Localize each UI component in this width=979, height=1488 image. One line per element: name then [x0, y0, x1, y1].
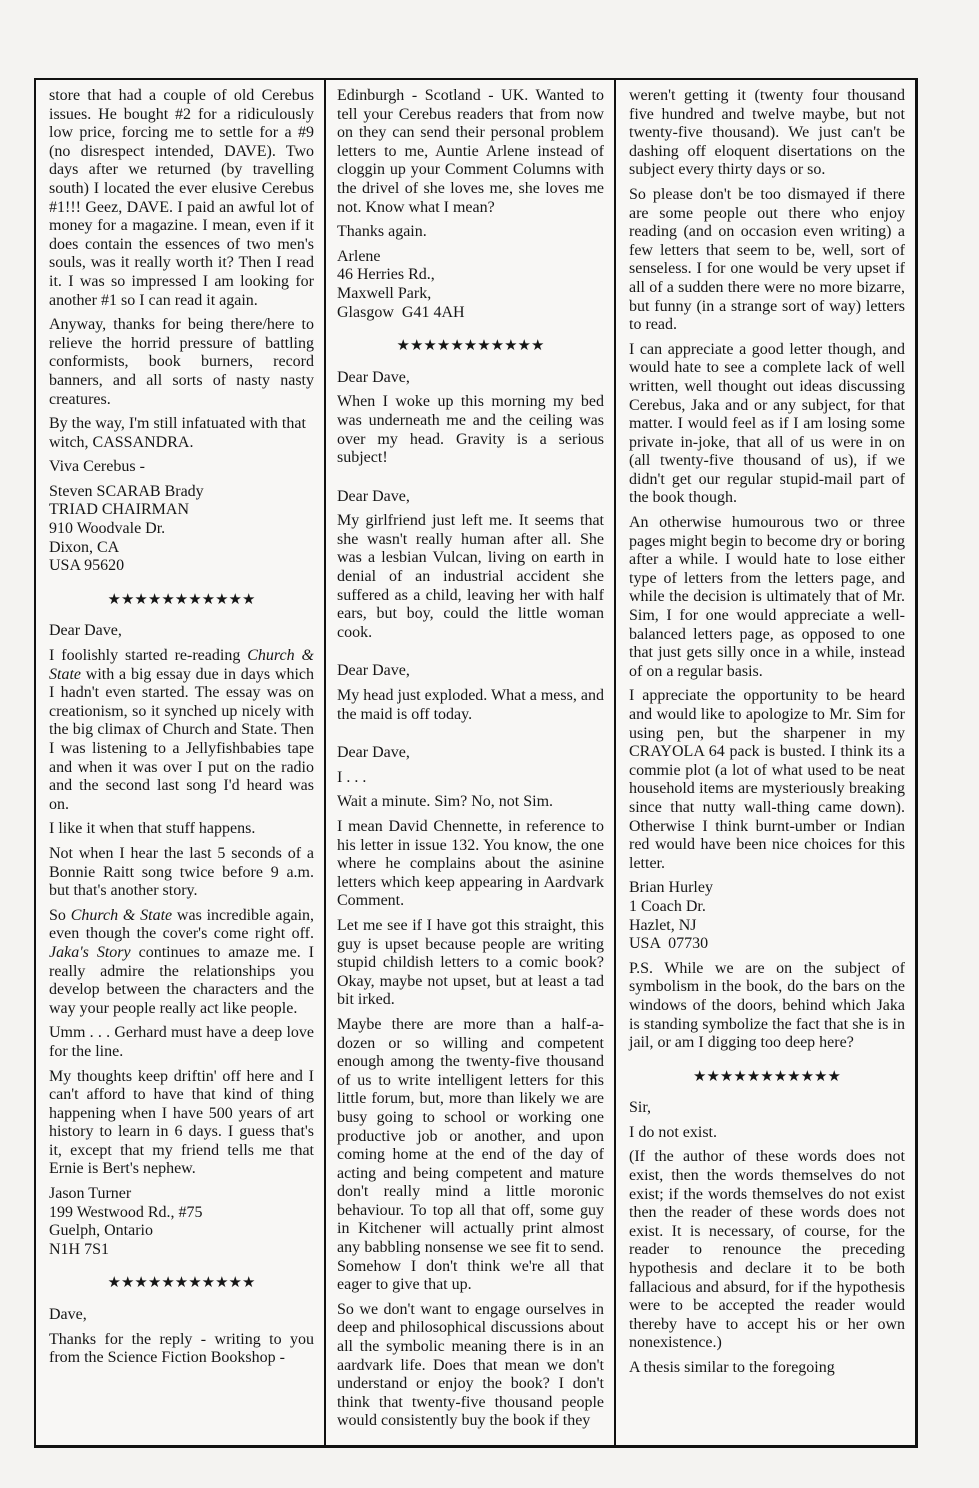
letter-paragraph: weren't getting it (twenty four thousand five hundred and twelve maybe, but not twenty-five thousand). We just can't be dashing off eloquent disertations on the subject every thirty days or so. — [629, 87, 905, 179]
letter-paragraph: When I woke up this morning my bed was underneath me and the ceiling was over my head. Gravity is a serious subject! — [337, 393, 604, 467]
letter-paragraph: Maybe there are more than a half-a-dozen or so willing and competent enough among the twenty-five thousand of us to write intelligent letters for this little forum, but, more than likely we are busy going to school or working one productive job or another, and upon coming home at the end of the day of acting and being competent and mature don't really mind a little moronic behaviour. To top all that off, some guy in Kitchener will actually print almost any babbling nonsense we see fit to send. Somehow I don't think we're all that eager to give that up. — [337, 1015, 604, 1294]
letter-paragraph: So Church & State was incredible again, even though the cover's come right off. Jaka's Story continues to amaze me. I really admire the relationships you develop between the characters and the way your people really act like people. — [49, 906, 315, 1017]
letter-paragraph: My head just exploded. What a mess, and the maid is off today. — [337, 687, 604, 723]
letter-paragraph: I foolishly started re-reading Church & State with a big essay due in days which I hadn't even started. The essay was on creationism, so it synched up nicely with the big climax of Church and State. Then I was listening to a Jellyfishbabies tape and when it was over I put on the radio and the second last song I'd heard was on. — [49, 647, 314, 813]
letter-paragraph: Thanks for the reply - writing to you from the Science Fiction Bookshop - — [49, 1330, 314, 1367]
signature-address — [49, 483, 314, 576]
star-separator: ★★★★★★★★★★★ — [693, 1066, 841, 1085]
letter-paragraph: I can appreciate a good letter though, and would hate to see a complete lack of well written, well thought out ideas discussing Cerebus, Jaka and or any subject, for that matter. I would feel as if I am losing some private in-joke, that all of us were in on (all twenty-five thousand of us), if we didn't get our regular stupid-mail part of the book though. — [629, 340, 905, 507]
letter-closing: Thanks again. — [337, 223, 427, 241]
salutation: Sir, — [629, 1099, 652, 1117]
signature-name: Arlene — [337, 247, 381, 265]
address-line: 1 Coach Dr. — [629, 897, 706, 915]
book-title: Jaka's Story — [49, 943, 131, 961]
address-line: Hazlet, NJ — [629, 916, 697, 934]
letter-paragraph: By the way, I'm still infatuated with that witch, CASSANDRA. — [49, 415, 306, 451]
letter-paragraph: Wait a minute. Sim? No, not Sim. — [337, 793, 554, 811]
letter-paragraph: An otherwise humourous two or three pages might begin to become dry or boring after a while. I would hate to lose either type of letters from the letters page, and while the decision is ultimately that of Mr. Sim, I for one would appreciate a well-balanced letters page, as opposed to one that just gets silly once in a while, instead of on a regular basis. — [629, 514, 905, 680]
letter-paragraph: I do not exist. — [629, 1123, 717, 1141]
letter-paragraph: Anyway, thanks for being there/here to relieve the horrid pressure of battling conformists, book burners, record banners, and all sorts of nasty nasty creatures. — [49, 316, 314, 408]
address-line: N1H 7S1 — [49, 1240, 110, 1258]
column-1 — [36, 80, 326, 1445]
postscript: P.S. While we are on the subject of symbolism in the book, do the bars on the windows of the doors, behind which Jaka is standing symbolize the fact that she is in jail, or am I digging too deep here? — [629, 959, 905, 1052]
signature-name: Steven SCARAB Brady — [49, 482, 204, 500]
star-separator: ★★★★★★★★★★★ — [107, 589, 256, 608]
star-separator: ★★★★★★★★★★★ — [396, 336, 545, 355]
letter-paragraph: Edinburgh - Scotland - UK. Wanted to tell your Cerebus readers that from now on they can send their personal problem letters to me, Auntie Arlene instead of cloggin up your Comment Columns with the drivel of she loves me, she loves me not. Know what I mean? — [337, 87, 604, 216]
address-line: USA 07730 — [629, 935, 709, 953]
address-line: 910 Woodvale Dr. — [49, 520, 166, 538]
salutation: Dear Dave, — [337, 662, 410, 680]
letter-paragraph: My girlfriend just left me. It seems that she wasn't really human after all. She was a lesbian Vulcan, living on earth in denial of an industrial accident she suffered as a child, leaving her with half ears, but boy, could the little woman cook. — [337, 512, 604, 641]
star-separator: ★★★★★★★★★★★ — [107, 1273, 256, 1292]
signature-title: TRIAD CHAIRMAN — [49, 501, 189, 519]
letter-closing: Viva Cerebus - — [49, 458, 145, 476]
letter-paragraph: I . . . — [337, 768, 367, 786]
signature-address — [337, 248, 604, 322]
salutation: Dear Dave, — [337, 368, 410, 386]
letters-frame — [34, 78, 918, 1448]
address-line: Maxwell Park, — [337, 284, 432, 302]
address-line: USA 95620 — [49, 557, 125, 575]
address-line: Glasgow G41 4AH — [337, 303, 465, 321]
letter-paragraph: I mean David Chennette, in reference to his letter in issue 132. You know, the one where he complains about the asinine letters which keep appearing in Aardvark Comment. — [337, 818, 604, 910]
book-title: Church & State — [70, 906, 173, 924]
salutation: Dave, — [49, 1306, 87, 1324]
address-line: 199 Westwood Rd., #75 — [49, 1203, 203, 1221]
book-title: Church & State — [49, 647, 314, 683]
letter-paragraph: I like it when that stuff happens. — [49, 820, 256, 838]
letter-paragraph: So please don't be too dismayed if there are some people out there who enjoy reading (and on occasion even writing) a few letters that seem to be, well, sort of senseless. I for one would be very upset if all of a sudden there were no more bizarre, but funny (in a strange sort of way) letters to read. — [629, 185, 905, 334]
letter-paragraph: A thesis similar to the foregoing — [629, 1359, 835, 1376]
column-3 — [616, 80, 915, 1445]
letter-paragraph: Umm . . . Gerhard must have a deep love for the line. — [49, 1024, 314, 1060]
salutation: Dear Dave, — [337, 487, 410, 505]
letter-paragraph: store that had a couple of old Cerebus issues. He bought #2 for a ridiculously low price, forcing me to settle for a #9 (no disrespect intended, DAVE). Two days after we returned (by travelling south) I located the ever elusive Cerebus #1!!! Geez, DAVE. I paid an awful lot of money for a magazine. I mean, even if it does contain the essences of two men's souls, was it really worth it? Then I read it. I was so impressed I am looking for another #1 so I can read it again. — [49, 87, 314, 309]
signature-address — [49, 1185, 314, 1259]
letter-paragraph: Not when I hear the last 5 seconds of a Bonnie Raitt song twice before 9 a.m. but that's another story. — [49, 844, 314, 900]
column-2 — [326, 80, 616, 1445]
signature-address — [629, 879, 905, 953]
letter-paragraph: My thoughts keep driftin' off here and I can't afford to have that kind of thing happening when I have 500 years of art history to learn in 6 days. I guess that's it, except that my friend tells me that Ernie is Bert's nephew. — [49, 1067, 314, 1178]
letter-paragraph: Let me see if I have got this straight, this guy is upset because people are writing stupid childish letters to a comic book? Okay, maybe not upset, but at least a tad bit irked. — [337, 916, 604, 1009]
signature-name: Jason Turner — [49, 1185, 132, 1203]
salutation: Dear Dave, — [337, 744, 410, 762]
signature-name: Brian Hurley — [629, 879, 713, 897]
address-line: Guelph, Ontario — [49, 1222, 153, 1240]
letter-paragraph: So we don't want to engage ourselves in deep and philosophical discussions about all the symbolic meaning there is in an aardvark life. Does that mean we don't understand or enjoy the book? I don't think that twenty-five thousand people would consistently buy the book if they — [337, 1300, 604, 1430]
letter-paragraph: (If the author of these words does not exist, then the words themselves do not exist; if the words themselves do not exist then the reader of these words does not exist. It is necessary, of course, for the reader to renounce the preceding hypothesis and declare it to be both fallacious and absurd, for if the hypothesis were to be accepted the reader would thereby have to accept his or her own nonexistence.) — [629, 1148, 905, 1352]
address-line: Dixon, CA — [49, 538, 120, 556]
salutation: Dear Dave, — [49, 622, 122, 640]
letter-paragraph: I appreciate the opportunity to be heard and would like to apologize to Mr. Sim for using pen, but the sharpener in my CRAYOLA 64 pack is busted. I think its a commie plot (a lot of what used to be neat household items are mysteriously breaking since that nutty wall-thing came down). Otherwise I think burnt-umber or Indian red would have been nice choices for this letter. — [629, 687, 905, 872]
address-line: 46 Herries Rd., — [337, 266, 435, 284]
